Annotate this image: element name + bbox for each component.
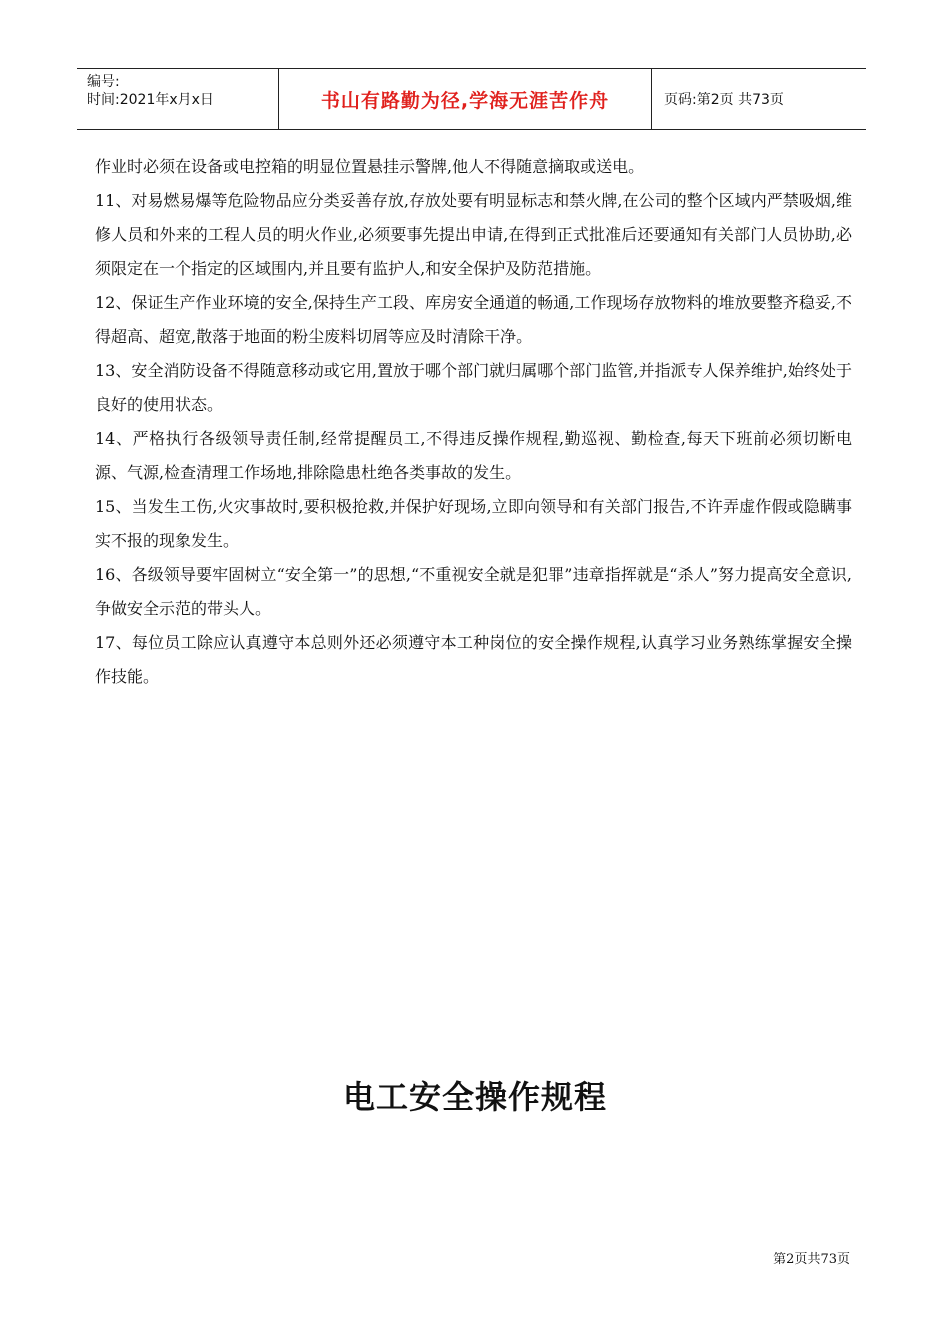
paragraph: 16、各级领导要牢固树立“安全第一”的思想,“不重视安全就是犯罪”违章指挥就是“杀人”努力提高安全意识,争做安全示范的带头人。 [95,565,852,618]
document-number-label: 编号: [87,74,120,90]
paragraph: 13、安全消防设备不得随意移动或它用,置放于哪个部门就归属哪个部门监管,并指派专人保养维护,始终处于良好的使用状态。 [95,361,852,414]
section-title: 电工安全操作规程 [342,1078,607,1116]
paragraph: 11、对易燃易爆等危险物品应分类妥善存放,存放处要有明显标志和禁火牌,在公司的整个区域内严禁吸烟,维修人员和外来的工程人员的明火作业,必须要事先提出申请,在得到正式批准后还要通知有关部门人员协助,必须限定在一个指定的区域围内,并且要有监护人,和安全保护及防范措施。 [95,191,852,278]
paragraph: 17、每位员工除应认真遵守本总则外还必须遵守本工种岗位的安全操作规程,认真学习业务熟练掌握安全操作技能。 [95,633,852,686]
page-footer: 第2页共73页 [773,1252,850,1267]
page-header [77,68,866,130]
paragraph: 15、当发生工伤,火灾事故时,要积极抢救,并保护好现场,立即向领导和有关部门报告,不许弄虚作假或隐瞒事实不报的现象发生。 [95,497,852,550]
header-info-cell [77,69,279,129]
document-body [95,150,852,694]
header-page-label: 页码:第2页 共73页 [664,92,784,108]
paragraph: 作业时必须在设备或电控箱的明显位置悬挂示警牌,他人不得随意摘取或送电。 [95,157,645,176]
paragraph: 14、严格执行各级领导责任制,经常提醒员工,不得违反操作规程,勤巡视、勤检查,每天下班前必须切断电源、气源,检查清理工作场地,排除隐患杜绝各类事故的发生。 [95,429,852,482]
header-motto: 书山有路勤为径,学海无涯苦作舟 [279,69,652,129]
document-time-label: 时间:2021年x月x日 [87,92,214,108]
paragraph: 12、保证生产作业环境的安全,保持生产工段、库房安全通道的畅通,工作现场存放物料的堆放要整齐稳妥,不得超高、超宽,散落于地面的粉尘废料切屑等应及时清除干净。 [95,293,852,346]
